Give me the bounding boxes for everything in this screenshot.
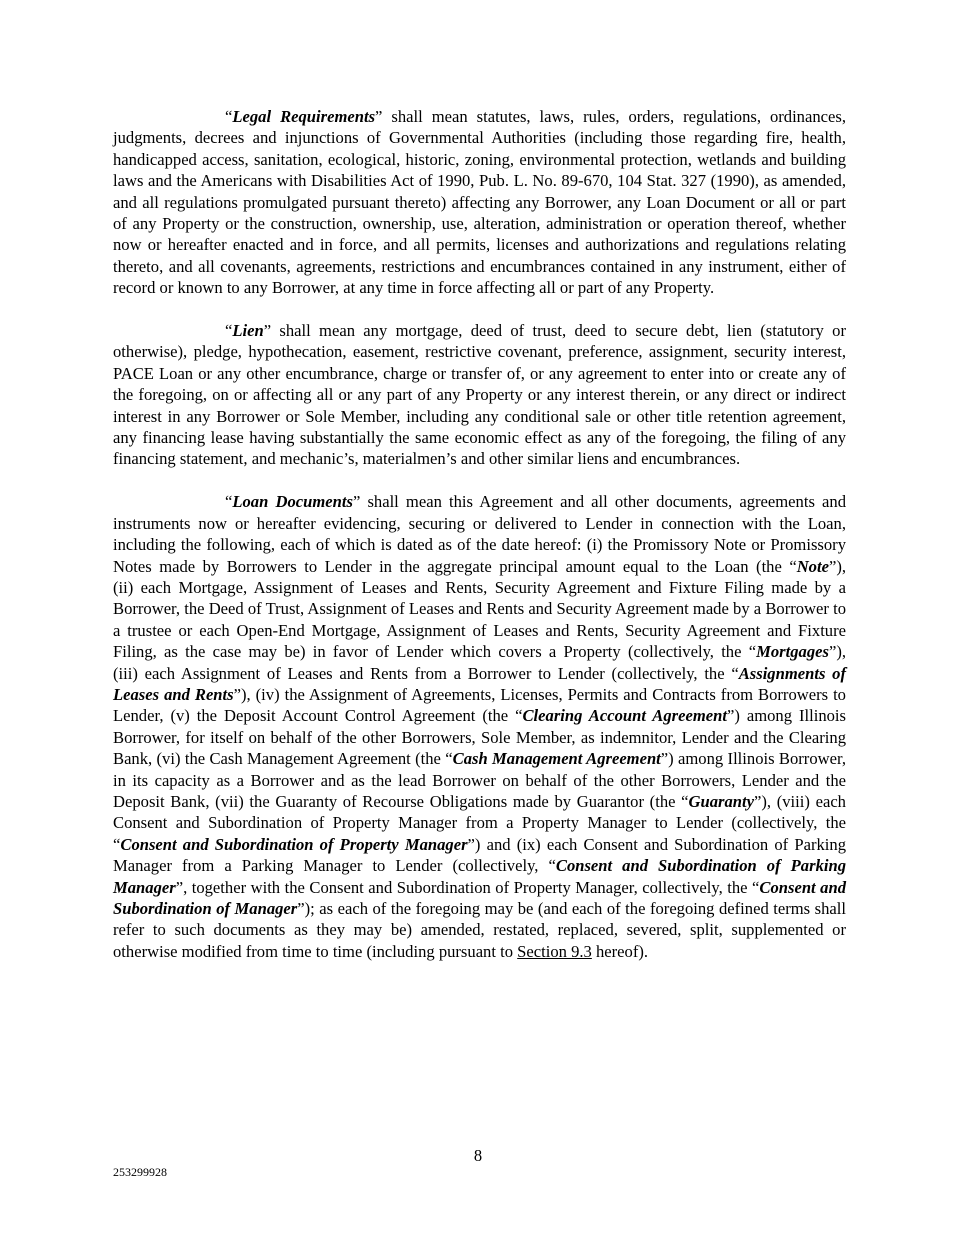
text-run: “ xyxy=(225,107,233,126)
text-run: ”), (iv) the Assignment of Agreements, Licenses, Permits and Contracts from Borrowers to Lender, (v) the Deposit Account Control Agreement (the “ xyxy=(113,684,846,726)
paragraph-loan-documents-definition xyxy=(113,491,846,962)
text-run: hereof). xyxy=(591,941,649,961)
defined-term-note: Note xyxy=(796,556,829,576)
text-run: “ xyxy=(225,321,233,341)
text-run: ”) among Illinois Borrower, in its capacity as a Borrower and as the lead Borrower on behalf of the other Borrowers, Lender and the Deposit Bank, (vii) the Guaranty of Recourse Obligations made by Guarantor (the “ xyxy=(113,749,846,811)
text-run: ”); as each of the foregoing may be (and each of the foregoing defined terms shall refer to such documents as they may be) amended, restated, replaced, severed, split, supplemented or otherwise modified from time to time (including pursuant to xyxy=(113,899,846,961)
defined-term-clearing-account-agreement: Clearing Account Agreement xyxy=(522,706,727,726)
defined-term-consent-subordination-parking-manager: Consent and Subordination of Parking Manager xyxy=(113,856,846,897)
defined-term-consent-subordination-property-manager: Consent and Subordination of Property Manager xyxy=(120,834,468,854)
defined-term-consent-subordination-manager: Consent and Subordination of Manager xyxy=(113,877,846,918)
text-run: ”, together with the Consent and Subordination of Property Manager, collectively, the “ xyxy=(175,877,760,897)
text-run: ” shall mean this Agreement and all other documents, agreements and instruments now or hereafter evidencing, securing or delivered to Lender in connection with the Loan, including the following, each of which is dated as of the date hereof: (i) the Promissory Note or Promissory Notes made by Borrowers to Lender in the aggregate principal amount equal to the Loan (the “ xyxy=(113,492,847,576)
defined-term-assignments-of-leases-and-rents: Assignments of Leases and Rents xyxy=(113,663,846,704)
page-number: 8 xyxy=(473,1146,483,1165)
text-run: ”), (ii) each Mortgage, Assignment of Leases and Rents, Security Agreement and Fixture Filing made by a Borrower, the Deed of Trust, Assignment of Leases and Rents and Security Agreement made by a Borrower to a trustee or each Open-End Mortgage, Assignment of Leases and Rents, Security Agreement and Fixture Filing, as the case may be) in favor of Lender which covers a Property (collectively, the “ xyxy=(113,556,846,662)
text-run: ” shall mean any mortgage, deed of trust, deed to secure debt, lien (statutory or otherwise), pledge, hypothecation, easement, restrictive covenant, preference, assignment, security interest, PACE Loan or any other encumbrance, charge or transfer of, or any agreement to enter into or create any of the foregoing, on or affecting all or any part of any Property or any interest therein, or any direct or indirect interest in any Borrower or Sole Member, including any conditional sale or other title retention agreement, any financing lease having substantially the same economic effect as any of the foregoing, the filing of any financing statement, and mechanic’s, materialmen’s and other similar liens and encumbrances. xyxy=(113,321,846,469)
defined-term-lien: Lien xyxy=(232,321,264,341)
defined-term-legal-requirements: Legal Requirements xyxy=(232,107,376,126)
text-run: ”) among Illinois Borrower, for itself on behalf of the other Borrowers, Sole Member, as indemnitor, Lender and the Clearing Bank, (vi) the Cash Management Agreement (the “ xyxy=(113,706,846,769)
page-body-text xyxy=(113,106,846,962)
defined-term-mortgages: Mortgages xyxy=(756,642,829,662)
defined-term-cash-management-agreement: Cash Management Agreement xyxy=(452,749,661,769)
doc-number: 253299928 xyxy=(113,1165,167,1179)
defined-term-guaranty: Guaranty xyxy=(688,791,754,811)
text-run: ”), (iii) each Assignment of Leases and Rents from a Borrower to Lender (collectively, the “ xyxy=(113,642,846,683)
text-run: ”) and (ix) each Consent and Subordination of Parking Manager from a Parking Manager to Lender (collectively, “ xyxy=(113,834,846,876)
section-9-3-reference: Section 9.3 xyxy=(517,941,592,961)
paragraph-lien-definition xyxy=(113,320,846,470)
text-run: “ xyxy=(225,492,233,512)
text-run: ”), (viii) each Consent and Subordination of Property Manager from a Property Manager to Lender (collectively, the “ xyxy=(113,791,846,854)
paragraph-legal-requirements-definition xyxy=(113,106,846,299)
defined-term-loan-documents: Loan Documents xyxy=(232,492,353,512)
text-run: ” shall mean statutes, laws, rules, orders, regulations, ordinances, judgments, decrees and injunctions of Governmental Authorities (including those regarding fire, health, handicapped access, sanitation, ecological, historic, zoning, environmental protection, wetlands and building laws and the Americans with Disabilities Act of 1990, Pub. L. No. 89-670, 104 Stat. 327 (1990), as amended, and all regulations promulgated pursuant thereto) affecting any Borrower, any Loan Document or all or part of any Property or the construction, ownership, use, alteration, administration or operation thereof, whether now or hereafter enacted and in force, and all permits, licenses and authorizations and regulations relating thereto, and all covenants, agreements, restrictions and encumbrances contained in any instrument, either of record or known to any Borrower, at any time in force affecting all or part of any Property. xyxy=(113,107,846,298)
